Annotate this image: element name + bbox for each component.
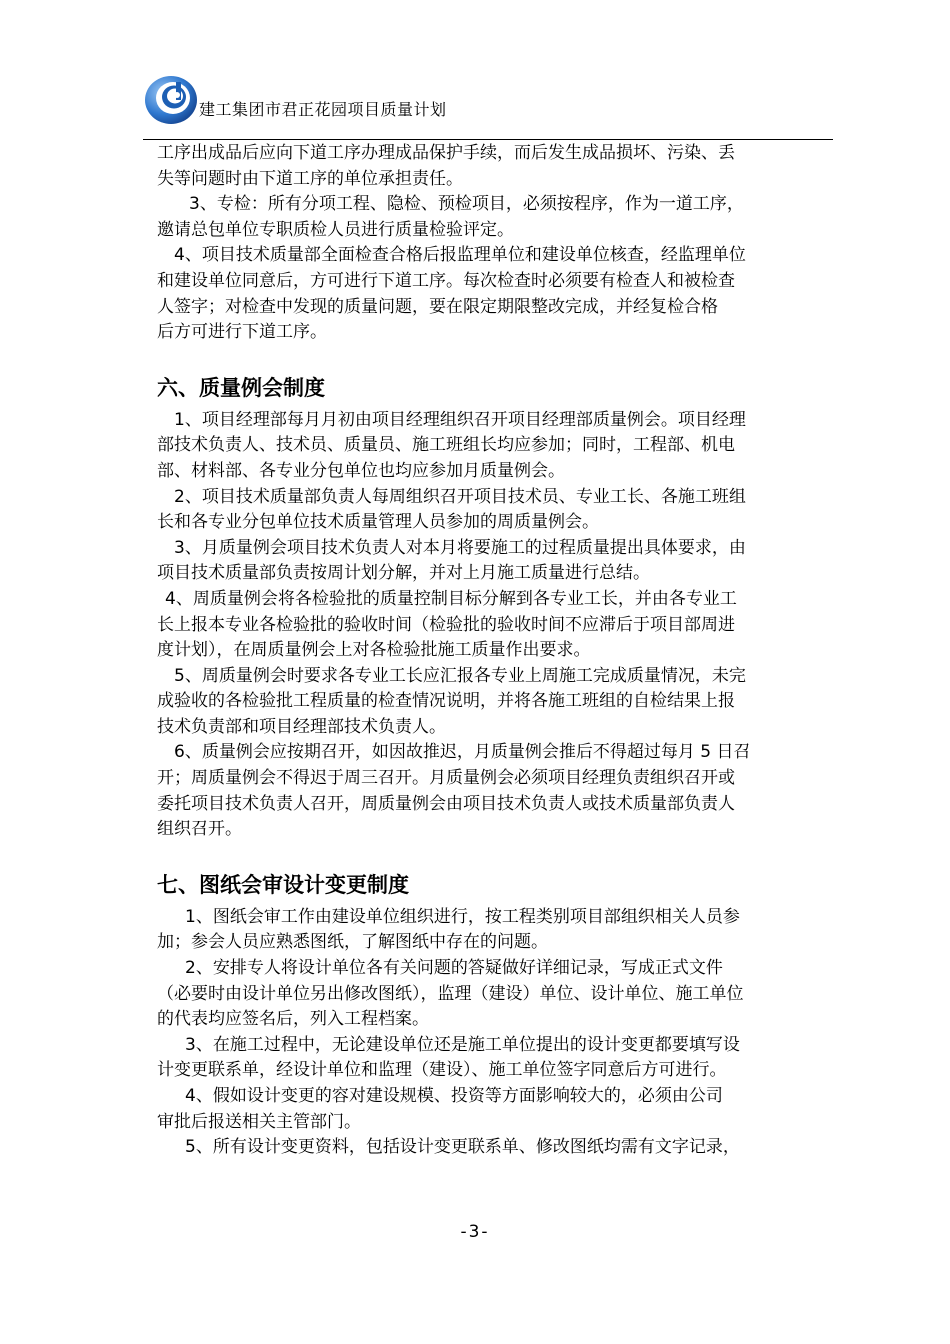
paragraph-line: 5、周质量例会时要求各专业工长应汇报各专业上周施工完成质量情况，未完 bbox=[174, 665, 746, 686]
paragraph-line: 1、图纸会审工作由建设单位组织进行，按工程类别项目部组织相关人员参 bbox=[185, 906, 740, 927]
paragraph-line: 开；周质量例会不得迟于周三召开。月质量例会必须项目经理负责组织召开或 bbox=[157, 768, 735, 789]
paragraph-line: 和建设单位同意后，方可进行下道工序。每次检查时必须要有检查人和被检查 bbox=[157, 270, 735, 291]
paragraph-line: 3、在施工过程中，无论建设单位还是施工单位提出的设计变更都要填写设 bbox=[185, 1034, 740, 1055]
paragraph-line: 失等问题时由下道工序的单位承担责任。 bbox=[157, 168, 463, 189]
document-title: 建工集团市君正花园项目质量计划 bbox=[199, 100, 447, 119]
paragraph-line: 计变更联系单，经设计单位和监理（建设）、施工单位签字同意后方可进行。 bbox=[157, 1060, 727, 1081]
paragraph-line: 加；参会人员应熟悉图纸，了解图纸中存在的问题。 bbox=[157, 932, 548, 953]
company-logo bbox=[143, 74, 199, 126]
paragraph-line: 后方可进行下道工序。 bbox=[157, 322, 327, 343]
paragraph-line: 组织召开。 bbox=[157, 819, 242, 840]
page-content bbox=[157, 141, 827, 1161]
paragraph-line: 5、所有设计变更资料，包括设计变更联系单、修改图纸均需有文字记录， bbox=[185, 1137, 740, 1158]
paragraph-line: 工序出成品后应向下道工序办理成品保护手续，而后发生成品损坏、污染、丢 bbox=[157, 143, 735, 163]
paragraph-line: 6、质量例会应按期召开，如因故推迟，月质量例会推后不得超过每月 5 日召 bbox=[174, 742, 751, 763]
page-number: -3- bbox=[460, 1222, 490, 1242]
paragraph-line: 1、项目经理部每月月初由项目经理组织召开项目经理部质量例会。项目经理 bbox=[174, 409, 746, 430]
section-heading: 七、图纸会审设计变更制度 bbox=[157, 872, 409, 897]
paragraph-line: 4、周质量例会将各检验批的质量控制目标分解到各专业工长，并由各专业工 bbox=[165, 588, 737, 609]
paragraph-line: 2、安排专人将设计单位各有关问题的答疑做好详细记录，写成正式文件 bbox=[185, 958, 723, 979]
paragraph-line: 项目技术质量部负责按周计划分解，并对上月施工质量进行总结。 bbox=[157, 563, 650, 584]
paragraph-line: （必要时由设计单位另出修改图纸），监理（建设）单位、设计单位、施工单位 bbox=[157, 983, 744, 1004]
paragraph-line: 成验收的各检验批工程质量的检查情况说明，并将各施工班组的自检结果上报 bbox=[157, 691, 735, 712]
paragraph-line: 2、项目技术质量部负责人每周组织召开项目技术员、专业工长、各施工班组 bbox=[174, 486, 746, 507]
header-divider bbox=[143, 139, 833, 140]
paragraph-line: 度计划），在周质量例会上对各检验批施工质量作出要求。 bbox=[157, 640, 591, 661]
paragraph-line: 人签字；对检查中发现的质量问题，要在限定期限整改完成，并经复检合格 bbox=[157, 296, 718, 317]
section-heading: 六、质量例会制度 bbox=[157, 375, 325, 400]
paragraph-line: 部技术负责人、技术员、质量员、施工班组长均应参加；同时，工程部、机电 bbox=[157, 435, 735, 456]
paragraph-line: 3、月质量例会项目技术负责人对本月将要施工的过程质量提出具体要求，由 bbox=[174, 537, 746, 558]
paragraph-line: 部、材料部、各专业分包单位也均应参加月质量例会。 bbox=[157, 460, 565, 481]
paragraph-line: 技术负责部和项目经理部技术负责人。 bbox=[157, 716, 446, 737]
page-header bbox=[143, 74, 833, 140]
paragraph-line: 3、专检：所有分项工程、隐检、预检项目，必须按程序，作为一道工序， bbox=[189, 194, 744, 215]
paragraph-line: 长上报本专业各检验批的验收时间（检验批的验收时间不应滞后于项目部周进 bbox=[157, 614, 735, 635]
paragraph-line: 长和各专业分包单位技术质量管理人员参加的周质量例会。 bbox=[157, 512, 599, 533]
paragraph-line: 的代表均应签名后，列入工程档案。 bbox=[157, 1009, 429, 1030]
paragraph-line: 4、项目技术质量部全面检查合格后报监理单位和建设单位核查，经监理单位 bbox=[174, 245, 746, 266]
paragraph-line: 4、假如设计变更的容对建设规模、投资等方面影响较大的，必须由公司 bbox=[185, 1086, 723, 1106]
paragraph-line: 委托项目技术负责人召开，周质量例会由项目技术负责人或技术质量部负责人 bbox=[157, 793, 735, 814]
paragraph-line: 邀请总包单位专职质检人员进行质量检验评定。 bbox=[157, 219, 514, 240]
paragraph-line: 审批后报送相关主管部门。 bbox=[157, 1111, 361, 1132]
